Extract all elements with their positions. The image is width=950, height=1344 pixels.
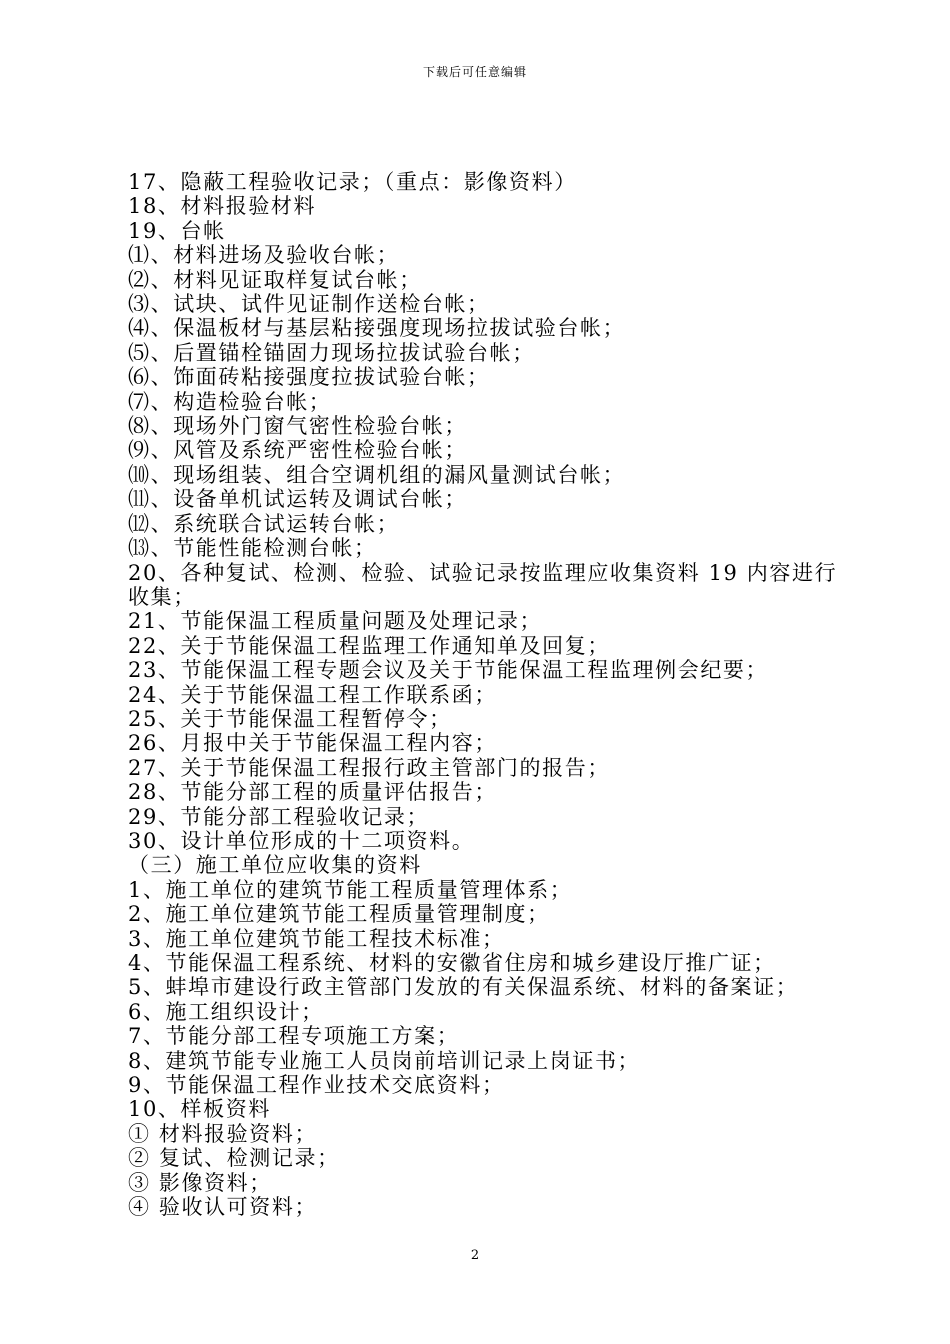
document-body xyxy=(128,170,844,1219)
list-item: 7、节能分部工程专项施工方案； xyxy=(128,1024,460,1049)
list-item: 10、样板资料 xyxy=(128,1097,271,1122)
list-item: 27、关于节能保温工程报行政主管部门的报告； xyxy=(128,755,610,780)
list-item: 9、节能保温工程作业技术交底资料； xyxy=(128,1073,505,1098)
list-item: ⑶、试块、试件见证制作送检台帐； xyxy=(128,292,490,317)
list-item: ④ 验收认可资料； xyxy=(128,1195,318,1220)
list-item: 24、关于节能保温工程工作联系函； xyxy=(128,682,497,707)
list-item: 28、节能分部工程的质量评估报告； xyxy=(128,780,497,805)
list-item: ② 复试、检测记录； xyxy=(128,1146,340,1171)
list-item: 22、关于节能保温工程监理工作通知单及回复； xyxy=(128,633,610,658)
list-item: ⑹、饰面砖粘接强度拉拔试验台帐； xyxy=(128,365,490,390)
list-item: 21、节能保温工程质量问题及处理记录； xyxy=(128,609,543,634)
list-item: 17、隐蔽工程验收记录；（重点：影像资料） xyxy=(128,170,577,194)
list-item: ⑺、构造检验台帐； xyxy=(128,389,332,414)
list-item: 19、台帐 xyxy=(128,218,226,243)
list-item: 4、节能保温工程系统、材料的安徽省住房和城乡建设厅推广证； xyxy=(128,951,776,975)
list-item: ⑽、现场组装、组合空调机组的漏风量测试台帐； xyxy=(128,462,626,487)
list-item: ⑷、保温板材与基层粘接强度现场拉拔试验台帐； xyxy=(128,316,626,341)
list-item: ⑻、现场外门窗气密性检验台帐； xyxy=(128,414,467,439)
list-item: 1、施工单位的建筑节能工程质量管理体系； xyxy=(128,877,573,902)
page-header: 下载后可任意编辑 xyxy=(422,65,527,79)
list-item: ⑸、后置锚栓锚固力现场拉拔试验台帐； xyxy=(128,340,535,365)
list-item: ⑿、系统联合试运转台帐； xyxy=(128,511,400,536)
list-item: 20、各种复试、检测、检验、试验记录按监理应收集资料 19 内容进行收集； xyxy=(128,560,838,609)
list-item: ⑵、材料见证取样复试台帐； xyxy=(128,267,422,292)
list-item: 29、节能分部工程验收记录； xyxy=(128,804,430,829)
list-item: ⑾、设备单机试运转及调试台帐； xyxy=(128,487,467,512)
list-item: 2、施工单位建筑节能工程质量管理制度； xyxy=(128,902,550,927)
list-item: 25、关于节能保温工程暂停令； xyxy=(128,706,452,731)
list-item: ⑼、风管及系统严密性检验台帐； xyxy=(128,438,467,463)
section-heading: （三）施工单位应收集的资料 xyxy=(128,853,422,878)
list-item: 26、月报中关于节能保温工程内容； xyxy=(128,731,497,756)
list-item: 8、建筑节能专业施工人员岗前培训记录上岗证书； xyxy=(128,1048,641,1073)
list-item: 6、施工组织设计； xyxy=(128,999,324,1024)
list-item: 30、设计单位形成的十二项资料。 xyxy=(128,828,475,853)
list-item: 5、蚌埠市建设行政主管部门发放的有关保温系统、材料的备案证； xyxy=(128,975,799,1000)
list-item: 18、材料报验材料 xyxy=(128,194,317,219)
list-item: ① 材料报验资料； xyxy=(128,1121,318,1146)
list-item: 23、节能保温工程专题会议及关于节能保温工程监理例会纪要； xyxy=(128,658,769,683)
list-item: ③ 影像资料； xyxy=(128,1170,272,1195)
list-item: ⒀、节能性能检测台帐； xyxy=(128,536,377,561)
page-number: 2 xyxy=(470,1248,480,1263)
list-item: ⑴、材料进场及验收台帐； xyxy=(128,243,400,268)
list-item: 3、施工单位建筑节能工程技术标准； xyxy=(128,926,505,951)
